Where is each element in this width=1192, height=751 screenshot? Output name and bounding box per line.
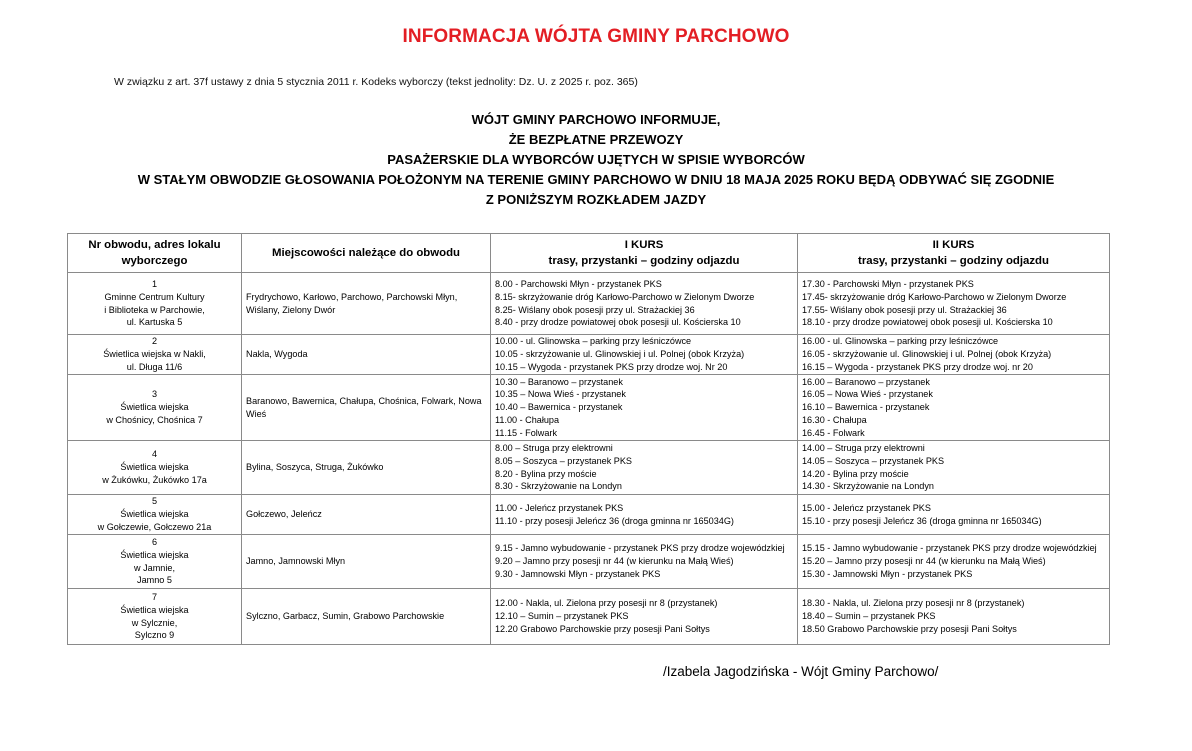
stop-line: 18.10 - przy drodze powiatowej obok posesji ul. Kościerska 10	[802, 317, 1053, 328]
localities-cell	[242, 273, 491, 335]
district-cell	[68, 375, 242, 441]
stop-line: 16.30 - Chałupa	[802, 414, 867, 425]
stop-line: 16.10 – Bawernica - przystanek	[802, 402, 930, 413]
district-cell	[68, 335, 242, 375]
stop-line: 10.15 – Wygoda - przystanek PKS przy drodze woj. Nr 20	[495, 361, 728, 372]
announcement-line: WÓJT GMINY PARCHOWO INFORMUJE,	[471, 112, 721, 127]
run2-cell	[798, 495, 1110, 535]
header-run1: I KURS trasy, przystanki – godziny odjazdu	[491, 234, 798, 273]
table-row	[68, 335, 1110, 375]
stop-line: 10.05 - skrzyżowanie ul. Glinowskiej i ul. Polnej (obok Krzyża)	[495, 349, 745, 360]
stop-line: 17.30 - Parchowski Młyn - przystanek PKS	[802, 278, 974, 289]
stop-line: 15.30 - Jamnowski Młyn - przystanek PKS	[802, 568, 973, 579]
stop-line: 15.20 – Jamno przy posesji nr 44 (w kierunku na Małą Wieś)	[802, 556, 1046, 567]
stop-line: 8.40 - przy drodze powiatowej obok posesji ul. Kościerska 10	[495, 317, 741, 328]
district-line: Jamno 5	[137, 575, 172, 586]
stop-line: 18.30 - Nakla, ul. Zielona przy posesji nr 8 (przystanek)	[802, 598, 1025, 609]
district-line: 1	[151, 278, 158, 289]
district-line: ul. Kartuska 5	[126, 317, 183, 328]
district-line: 5	[151, 496, 158, 507]
district-line: Sylczno 9	[134, 630, 175, 641]
stop-line: 8.20 - Bylina przy moście	[495, 468, 597, 479]
stop-line: 14.30 - Skrzyżowanie na Londyn	[802, 481, 934, 492]
header-localities: Miejscowości należące do obwodu	[242, 234, 491, 273]
district-cell	[68, 495, 242, 535]
stop-line: 8.25- Wiślany obok posesji przy ul. Strażackiej 36	[495, 304, 695, 315]
stop-line: 11.10 - przy posesji Jeleńcz 36 (droga gminna nr 165034G)	[495, 515, 734, 526]
run2-cell	[798, 375, 1110, 441]
stop-line: 15.15 - Jamno wybudowanie - przystanek PKS przy drodze wojewódzkiej	[802, 543, 1097, 554]
localities-cell	[242, 441, 491, 495]
stop-line: 11.15 - Folwark	[495, 427, 557, 438]
run2-cell	[798, 535, 1110, 589]
stop-line: 8.15- skrzyżowanie dróg Karłowo-Parchowo w Zielonym Dworze	[495, 291, 755, 302]
district-line: 6	[151, 536, 158, 547]
run1-cell	[491, 535, 798, 589]
localities-text: Baranowo, Bawernica, Chałupa, Chośnica, Folwark, Nowa Wieś	[246, 395, 482, 419]
header-district: Nr obwodu, adres lokalu wyborczego	[68, 234, 242, 273]
stop-line: 9.20 – Jamno przy posesji nr 44 (w kierunku na Małą Wieś)	[495, 556, 734, 567]
table-row	[68, 535, 1110, 589]
district-cell	[68, 273, 242, 335]
stop-line: 17.55- Wiślany obok posesji przy ul. Strażackiej 36	[802, 304, 1007, 315]
table-header-row	[68, 234, 1110, 273]
run1-cell	[491, 375, 798, 441]
announcement-line: ŻE BEZPŁATNE PRZEWOZY	[508, 132, 684, 147]
announcement-line: PASAŻERSKIE DLA WYBORCÓW UJĘTYCH W SPISIE WYBORCÓW	[387, 152, 805, 167]
run1-cell	[491, 273, 798, 335]
stop-line: 8.30 - Skrzyżowanie na Londyn	[495, 481, 622, 492]
stop-line: 17.45- skrzyżowanie dróg Karłowo-Parchowo w Zielonym Dworze	[802, 291, 1067, 302]
page-title: INFORMACJA WÓJTA GMINY PARCHOWO	[402, 26, 790, 47]
announcement	[0, 110, 1192, 210]
stop-line: 9.15 - Jamno wybudowanie - przystanek PKS przy drodze wojewódzkiej	[495, 543, 785, 554]
stop-line: 8.00 – Struga przy elektrowni	[495, 442, 613, 453]
table-row	[68, 589, 1110, 645]
district-cell	[68, 589, 242, 645]
table-row	[68, 273, 1110, 335]
stop-line: 11.00 - Chałupa	[495, 414, 560, 425]
announcement-line: Z PONIŻSZYM ROZKŁADEM JAZDY	[485, 192, 707, 207]
stop-line: 18.50 Grabowo Parchowskie przy posesji Pani Sołtys	[802, 623, 1017, 634]
district-line: Gminne Centrum Kultury	[104, 291, 205, 302]
stop-line: 16.05 - skrzyżowanie ul. Glinowskiej i ul. Polnej (obok Krzyża)	[802, 349, 1052, 360]
localities-cell	[242, 535, 491, 589]
stop-line: 14.05 – Soszyca – przystanek PKS	[802, 455, 945, 466]
legal-basis: W związku z art. 37f ustawy z dnia 5 stycznia 2011 r. Kodeks wyborczy (tekst jednolity: Dz. U. z 2025 r. poz. 365)	[114, 76, 638, 88]
stop-line: 16.00 - ul. Glinowska – parking przy leśniczówce	[802, 336, 999, 347]
stop-line: 16.05 – Nowa Wieś - przystanek	[802, 389, 933, 400]
header-run2: II KURS trasy, przystanki – godziny odjazdu	[798, 234, 1110, 273]
district-line: w Jamnie,	[134, 562, 175, 573]
localities-text: Nakla, Wygoda	[246, 349, 308, 360]
stop-line: 14.00 – Struga przy elektrowni	[802, 442, 925, 453]
run2-cell	[798, 273, 1110, 335]
stop-line: 15.00 - Jeleńcz przystanek PKS	[802, 502, 931, 513]
district-line: 7	[151, 591, 158, 602]
district-line: Świetlica wiejska	[120, 462, 189, 473]
district-line: w Gołczewie, Gołczewo 21a	[97, 521, 212, 532]
district-line: 4	[151, 449, 158, 460]
district-line: Świetlica wiejska w Nakli,	[103, 349, 206, 360]
stop-line: 14.20 - Bylina przy moście	[802, 468, 909, 479]
district-line: w Żukówku, Żukówko 17a	[102, 474, 207, 485]
table-row	[68, 375, 1110, 441]
district-line: 2	[151, 336, 158, 347]
district-line: w Chośnicy, Chośnica 7	[106, 414, 203, 425]
localities-text: Jamno, Jamnowski Młyn	[246, 556, 346, 567]
stop-line: 10.30 – Baranowo – przystanek	[495, 376, 623, 387]
stop-line: 8.00 - Parchowski Młyn - przystanek PKS	[495, 278, 662, 289]
localities-cell	[242, 589, 491, 645]
table-row	[68, 441, 1110, 495]
stop-line: 10.35 – Nowa Wieś - przystanek	[495, 389, 626, 400]
localities-text: Sylczno, Garbacz, Sumin, Grabowo Parchowskie	[246, 611, 445, 622]
signature: /Izabela Jagodzińska - Wójt Gminy Parchowo/	[663, 664, 939, 679]
district-line: w Sylcznie,	[131, 617, 178, 628]
stop-line: 12.10 – Sumin – przystanek PKS	[495, 611, 629, 622]
localities-cell	[242, 495, 491, 535]
stop-line: 12.00 - Nakla, ul. Zielona przy posesji nr 8 (przystanek)	[495, 598, 718, 609]
run2-cell	[798, 441, 1110, 495]
stop-line: 18.40 – Sumin – przystanek PKS	[802, 611, 936, 622]
localities-cell	[242, 335, 491, 375]
localities-text: Gołczewo, Jeleńcz	[246, 509, 322, 520]
stop-line: 10.40 – Bawernica - przystanek	[495, 402, 623, 413]
localities-text: Frydrychowo, Karłowo, Parchowo, Parchowski Młyn, Wiślany, Zielony Dwór	[246, 291, 458, 315]
localities-text: Bylina, Soszyca, Struga, Żukówko	[246, 462, 384, 473]
district-line: 3	[151, 389, 158, 400]
stop-line: 11.00 - Jeleńcz przystanek PKS	[495, 502, 624, 513]
stop-line: 8.05 – Soszyca – przystanek PKS	[495, 455, 632, 466]
run2-cell	[798, 589, 1110, 645]
table-row	[68, 495, 1110, 535]
district-line: Świetlica wiejska	[120, 604, 189, 615]
run2-cell	[798, 335, 1110, 375]
stop-line: 16.45 - Folwark	[802, 427, 865, 438]
district-line: Świetlica wiejska	[120, 402, 189, 413]
district-cell	[68, 441, 242, 495]
run1-cell	[491, 441, 798, 495]
announcement-line: W STAŁYM OBWODZIE GŁOSOWANIA POŁOŻONYM NA TERENIE GMINY PARCHOWO W DNIU 18 MAJA 2025 ROKU BĘDĄ ODBYWAĆ SIĘ ZGODNIE	[137, 172, 1055, 187]
stop-line: 12.20 Grabowo Parchowskie przy posesji Pani Sołtys	[495, 623, 710, 634]
district-line: Świetlica wiejska	[120, 549, 189, 560]
run1-cell	[491, 589, 798, 645]
stop-line: 10.00 - ul. Glinowska – parking przy leśniczówce	[495, 336, 692, 347]
timetable	[67, 233, 1110, 645]
district-line: Świetlica wiejska	[120, 509, 189, 520]
stop-line: 15.10 - przy posesji Jeleńcz 36 (droga gminna nr 165034G)	[802, 515, 1042, 526]
stop-line: 9.30 - Jamnowski Młyn - przystanek PKS	[495, 568, 661, 579]
stop-line: 16.15 – Wygoda - przystanek PKS przy drodze woj. nr 20	[802, 361, 1033, 372]
localities-cell	[242, 375, 491, 441]
district-line: ul. Długa 11/6	[126, 361, 183, 372]
run1-cell	[491, 495, 798, 535]
district-line: i Biblioteka w Parchowie,	[104, 304, 205, 315]
run1-cell	[491, 335, 798, 375]
stop-line: 16.00 – Baranowo – przystanek	[802, 376, 930, 387]
district-cell	[68, 535, 242, 589]
